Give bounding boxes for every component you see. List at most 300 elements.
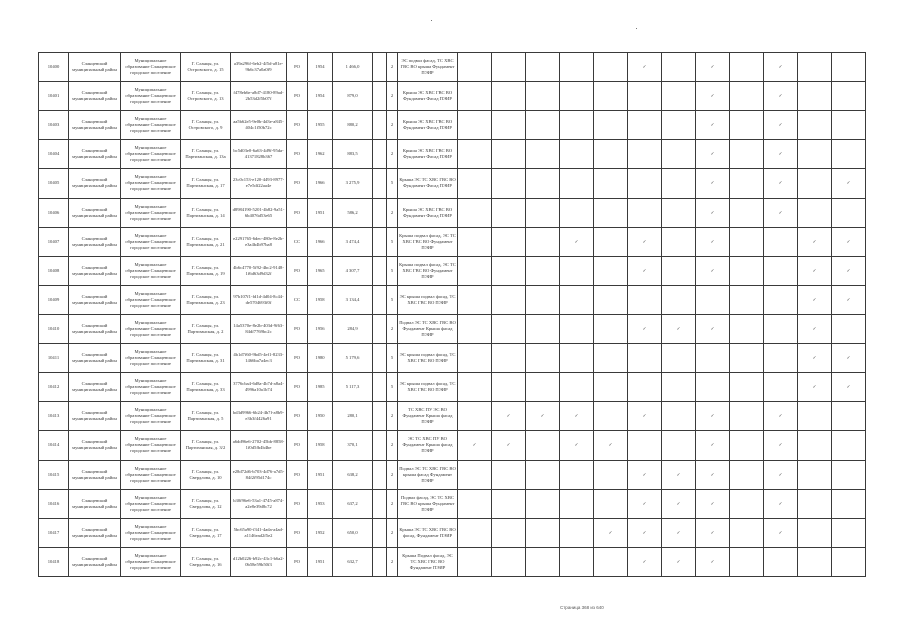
floors-cell: 5 [387,344,398,373]
row-number: 10413 [39,402,69,431]
empty-check-cell [628,82,662,111]
floors-cell: 2 [387,489,398,518]
empty-check-cell [730,82,764,111]
empty-check-cell [730,111,764,140]
address-cell: Г. Сланцы, ул. Партизанская, д. 14 [181,198,231,227]
checkmark-icon: ✓ [696,402,730,431]
address-cell: Г. Сланцы, ул. Свердлова, д. 10 [181,460,231,489]
empty-check-cell [458,53,492,82]
address-cell: Г. Сланцы, ул. Партизанская, д. 2 [181,314,231,343]
checkmark-icon: ✓ [764,53,798,82]
empty-check-cell [662,256,696,285]
checkmark-icon: ✓ [662,547,696,576]
floors-cell: 2 [387,402,398,431]
wall-type-cell: PO [287,460,308,489]
works-list-cell: Крыша подвал фасад, ЭС ТС ХВС ГВС ВО Фундамент ПЭИР [398,227,458,256]
empty-check-cell [594,489,628,518]
address-cell: Г. Сланцы, ул. Островского, д. 13 [181,82,231,111]
floors-cell: 2 [387,518,398,547]
empty-check-cell [730,198,764,227]
checkmark-icon: ✓ [832,227,866,256]
works-list-cell: Крыша ЭС ТС ХВС ГВС ВО фасад, Фундамент ПЭИР [398,518,458,547]
empty-check-cell [730,431,764,460]
empty-check-cell [594,227,628,256]
checkmark-icon: ✓ [696,314,730,343]
house-code-cell: e2291765-6dec-480e-8e2b-e3a4b4b97ba8 [231,227,287,256]
table-row [39,256,866,285]
empty-cell [373,460,387,489]
works-list-cell: ЭС подвал фасад, ТС ХВС ГВС ВО крыша Фундамент ПЭИР [398,53,458,82]
empty-check-cell [832,111,866,140]
empty-check-cell [492,314,526,343]
empty-check-cell [458,460,492,489]
empty-check-cell [730,169,764,198]
area-cell: 5 179,6 [333,344,373,373]
address-cell: Г. Сланцы, ул. Партизанская, д. 19 [181,256,231,285]
district-cell: Сланцевский муниципальный район [69,402,121,431]
area-cell: 3 134,4 [333,285,373,314]
empty-check-cell [696,285,730,314]
year-built-cell: 1950 [308,402,333,431]
empty-check-cell [832,53,866,82]
area-cell: 3 275,9 [333,169,373,198]
area-cell: 879,0 [333,82,373,111]
area-cell: 586,2 [333,198,373,227]
wall-type-cell: PO [287,82,308,111]
checkmark-icon: ✓ [764,518,798,547]
checkmark-icon: ✓ [798,344,832,373]
empty-cell [373,198,387,227]
works-list-cell: ЭС ТС ХВС ПУ ВО Фундамент Крыша фасад ПЭИР [398,431,458,460]
empty-check-cell [458,344,492,373]
empty-check-cell [492,227,526,256]
checkmark-icon: ✓ [628,547,662,576]
empty-check-cell [526,198,560,227]
empty-check-cell [696,373,730,402]
empty-check-cell [526,169,560,198]
empty-check-cell [730,53,764,82]
checkmark-icon: ✓ [696,431,730,460]
empty-check-cell [492,460,526,489]
row-number: 10416 [39,489,69,518]
checkmark-icon: ✓ [696,169,730,198]
wall-type-cell: PO [287,111,308,140]
row-number: 10404 [39,140,69,169]
empty-check-cell [492,285,526,314]
empty-check-cell [560,314,594,343]
works-list-cell: ЭС крыша подвал фасад, ТС ХВС ГВС ВО ПЭИР [398,285,458,314]
row-number: 10408 [39,256,69,285]
floors-cell: 2 [387,314,398,343]
address-cell: Г. Сланцы, ул. Партизанская, д. 3/2 [181,431,231,460]
checkmark-icon: ✓ [764,82,798,111]
checkmark-icon: ✓ [832,256,866,285]
checkmark-icon: ✓ [696,489,730,518]
floors-cell: 2 [387,111,398,140]
empty-check-cell [594,82,628,111]
checkmark-icon: ✓ [458,431,492,460]
table-row [39,198,866,227]
empty-check-cell [560,53,594,82]
floors-cell: 5 [387,256,398,285]
empty-check-cell [832,518,866,547]
house-code-cell: a39a296f-6eb2-4f5d-a81e-9b6c37a0a0f9 [231,53,287,82]
checkmark-icon: ✓ [696,256,730,285]
house-code-cell: 4b6c4770-5f92-4bc2-9148-1f6d63d9d32f [231,256,287,285]
empty-check-cell [560,82,594,111]
table-row [39,518,866,547]
checkmark-icon: ✓ [832,344,866,373]
district-cell: Сланцевский муниципальный район [69,111,121,140]
empty-check-cell [764,314,798,343]
empty-check-cell [492,256,526,285]
empty-check-cell [730,314,764,343]
empty-check-cell [458,82,492,111]
empty-check-cell [730,373,764,402]
row-number: 10400 [39,53,69,82]
works-list-cell: Подвал фасад, ЭС ТС ХВС ГВС ВО крыша Фундамент ПЭИР [398,489,458,518]
empty-check-cell [764,256,798,285]
empty-check-cell [458,198,492,227]
empty-check-cell [526,111,560,140]
empty-cell [373,431,387,460]
empty-cell [373,344,387,373]
empty-check-cell [662,431,696,460]
row-number: 10406 [39,198,69,227]
empty-check-cell [662,140,696,169]
empty-check-cell [798,431,832,460]
empty-check-cell [832,431,866,460]
empty-check-cell [458,111,492,140]
empty-check-cell [730,460,764,489]
checkmark-icon: ✓ [492,431,526,460]
address-cell: Г. Сланцы, ул. Партизанская, д. 33 [181,373,231,402]
house-code-cell: 3776cba4-6d8a-4b7d-a8a4-4996a10a1b74 [231,373,287,402]
checkmark-icon: ✓ [594,518,628,547]
district-cell: Сланцевский муниципальный район [69,344,121,373]
empty-check-cell [526,460,560,489]
checkmark-icon: ✓ [526,402,560,431]
empty-check-cell [832,402,866,431]
house-code-cell: 5bc65a90-f341-4ada-a4ad-a1146ead2f5e2 [231,518,287,547]
table-row [39,82,866,111]
row-number: 10414 [39,431,69,460]
address-cell: Г. Сланцы, ул. Свердлова, д. 16 [181,547,231,576]
area-cell: 5 117,3 [333,373,373,402]
empty-check-cell [560,198,594,227]
floors-cell: 2 [387,140,398,169]
row-number: 10410 [39,314,69,343]
owner-cell: Муниципальное образование Сланцевское городское поселение [121,344,181,373]
scan-dot [636,28,637,29]
year-built-cell: 1962 [308,140,333,169]
empty-check-cell [594,198,628,227]
empty-check-cell [594,460,628,489]
checkmark-icon: ✓ [798,314,832,343]
checkmark-icon: ✓ [764,402,798,431]
table-row [39,111,866,140]
table-row [39,547,866,576]
empty-check-cell [798,460,832,489]
empty-check-cell [526,82,560,111]
empty-check-cell [492,373,526,402]
checkmark-icon: ✓ [764,489,798,518]
empty-cell [373,285,387,314]
checkmark-icon: ✓ [832,373,866,402]
empty-check-cell [526,344,560,373]
empty-check-cell [594,402,628,431]
checkmark-icon: ✓ [628,460,662,489]
empty-check-cell [798,198,832,227]
wall-type-cell: PO [287,373,308,402]
empty-check-cell [560,373,594,402]
wall-type-cell: CC [287,285,308,314]
empty-check-cell [798,169,832,198]
empty-check-cell [662,373,696,402]
empty-check-cell [526,285,560,314]
empty-check-cell [458,256,492,285]
checkmark-icon: ✓ [764,431,798,460]
empty-check-cell [492,518,526,547]
checkmark-icon: ✓ [628,314,662,343]
empty-check-cell [662,169,696,198]
empty-cell [373,314,387,343]
checkmark-icon: ✓ [764,111,798,140]
empty-cell [373,489,387,518]
checkmark-icon: ✓ [662,460,696,489]
owner-cell: Муниципальное образование Сланцевское городское поселение [121,140,181,169]
address-cell: Г. Сланцы, ул. Партизанская, д. 5 [181,402,231,431]
address-cell: Г. Сланцы, ул. Партизанская, д. 13а [181,140,231,169]
year-built-cell: 1951 [308,198,333,227]
checkmark-icon: ✓ [832,285,866,314]
checkmark-icon: ✓ [696,140,730,169]
owner-cell: Муниципальное образование Сланцевское городское поселение [121,314,181,343]
empty-check-cell [526,314,560,343]
address-cell: Г. Сланцы, ул. Партизанская, д. 23 [181,285,231,314]
empty-check-cell [730,489,764,518]
empty-check-cell [458,547,492,576]
empty-check-cell [458,489,492,518]
empty-check-cell [560,547,594,576]
year-built-cell: 1966 [308,227,333,256]
owner-cell: Муниципальное образование Сланцевское городское поселение [121,53,181,82]
empty-check-cell [662,285,696,314]
empty-check-cell [458,227,492,256]
floors-cell: 2 [387,82,398,111]
empty-check-cell [662,82,696,111]
table-row [39,402,866,431]
year-built-cell: 1955 [308,111,333,140]
owner-cell: Муниципальное образование Сланцевское городское поселение [121,402,181,431]
checkmark-icon: ✓ [696,547,730,576]
house-code-cell: f478eb6e-a8d7-4180-89ad-2b53d2f5b07f [231,82,287,111]
empty-check-cell [492,198,526,227]
empty-check-cell [594,373,628,402]
address-cell: Г. Сланцы, ул. Партизанская, д. 17 [181,169,231,198]
empty-check-cell [526,518,560,547]
checkmark-icon: ✓ [628,402,662,431]
empty-check-cell [594,285,628,314]
empty-check-cell [730,140,764,169]
area-cell: 650,0 [333,518,373,547]
empty-check-cell [696,344,730,373]
area-cell: 284,9 [333,314,373,343]
year-built-cell: 1951 [308,460,333,489]
house-code-cell: 4b1d7f60-9bd5-4ef1-8233-1466ba7a4ec3 [231,344,287,373]
empty-check-cell [798,140,832,169]
floors-cell: 5 [387,373,398,402]
floors-cell: 5 [387,169,398,198]
table-row [39,169,866,198]
empty-check-cell [492,140,526,169]
empty-check-cell [594,344,628,373]
year-built-cell: 1951 [308,547,333,576]
year-built-cell: 1958 [308,285,333,314]
area-cell: 883,5 [333,140,373,169]
wall-type-cell: PO [287,518,308,547]
checkmark-icon: ✓ [492,402,526,431]
empty-cell [373,402,387,431]
row-number: 10403 [39,111,69,140]
empty-check-cell [526,373,560,402]
empty-check-cell [798,82,832,111]
wall-type-cell: PO [287,53,308,82]
table-row [39,489,866,518]
checkmark-icon: ✓ [662,489,696,518]
district-cell: Сланцевский муниципальный район [69,460,121,489]
house-code-cell: d12b0226-b92c-43c1-b6a2-0b58e59b50f3 [231,547,287,576]
empty-check-cell [832,314,866,343]
empty-check-cell [764,373,798,402]
owner-cell: Муниципальное образование Сланцевское городское поселение [121,256,181,285]
empty-check-cell [730,227,764,256]
checkmark-icon: ✓ [628,518,662,547]
year-built-cell: 1958 [308,431,333,460]
empty-check-cell [764,285,798,314]
empty-check-cell [764,547,798,576]
empty-check-cell [560,518,594,547]
district-cell: Сланцевский муниципальный район [69,285,121,314]
checkmark-icon: ✓ [798,373,832,402]
empty-check-cell [730,547,764,576]
checkmark-icon: ✓ [628,53,662,82]
floors-cell: 2 [387,198,398,227]
empty-check-cell [560,489,594,518]
empty-check-cell [798,402,832,431]
empty-check-cell [730,402,764,431]
works-list-cell: ЭС крыша подвал фасад, ТС ХВС ГВС ВО ПЭИР [398,373,458,402]
works-list-cell: Крыша ЭС ХВС ГВС ВО Фундамент Фасад ПЭИР [398,111,458,140]
empty-check-cell [730,285,764,314]
house-code-cell: a6dd96e6-2702-45bb-8858-1f0d5fb4b4be [231,431,287,460]
district-cell: Сланцевский муниципальный район [69,227,121,256]
row-number: 10409 [39,285,69,314]
works-list-cell: Крыша подвал фасад, ЭС ТС ХВС ГВС ВО Фундамент ПЭИР [398,256,458,285]
district-cell: Сланцевский муниципальный район [69,518,121,547]
row-number: 10415 [39,460,69,489]
address-cell: Г. Сланцы, ул. Свердлова, д. 17 [181,518,231,547]
empty-check-cell [526,547,560,576]
checkmark-icon: ✓ [628,489,662,518]
works-list-cell: Подвал ЭС ТС ХВС ГВС ВО крыша фасад Фундамент ПЭИР [398,460,458,489]
works-list-cell: ТС ХВС ПУ ЭС ВО Фундамент Крыша фасад ПЭИР [398,402,458,431]
wall-type-cell: PO [287,256,308,285]
area-cell: 3 474,4 [333,227,373,256]
checkmark-icon: ✓ [560,431,594,460]
empty-check-cell [764,344,798,373]
empty-check-cell [458,373,492,402]
checkmark-icon: ✓ [764,460,798,489]
row-number: 10411 [39,344,69,373]
district-cell: Сланцевский муниципальный район [69,140,121,169]
year-built-cell: 1954 [308,53,333,82]
empty-check-cell [628,198,662,227]
district-cell: Сланцевский муниципальный район [69,314,121,343]
works-list-cell: Крыша ЭС ХВС ГВС ВО Фундамент Фасад ПЭИР [398,82,458,111]
empty-cell [373,256,387,285]
empty-check-cell [628,169,662,198]
empty-check-cell [560,285,594,314]
checkmark-icon: ✓ [594,431,628,460]
empty-check-cell [832,198,866,227]
owner-cell: Муниципальное образование Сланцевское городское поселение [121,285,181,314]
owner-cell: Муниципальное образование Сланцевское городское поселение [121,489,181,518]
checkmark-icon: ✓ [662,314,696,343]
housing-register-table [38,52,866,577]
scan-dot [431,20,432,21]
works-list-cell: Крыша Подвал фасад, ЭС ТС ХВС ГВС ВО Фундамент ПЭИР [398,547,458,576]
wall-type-cell: PO [287,140,308,169]
row-number: 10405 [39,169,69,198]
floors-cell: 2 [387,53,398,82]
empty-check-cell [458,518,492,547]
house-code-cell: d8984190-5201-4b82-9a51-6b4076d53e65 [231,198,287,227]
checkmark-icon: ✓ [764,169,798,198]
empty-check-cell [594,140,628,169]
empty-check-cell [832,460,866,489]
empty-check-cell [594,314,628,343]
owner-cell: Муниципальное образование Сланцевское городское поселение [121,227,181,256]
table-row [39,53,866,82]
works-list-cell: ЭС крыша подвал фасад, ТС ХВС ГВС ВО ПЭИР [398,344,458,373]
table-row [39,344,866,373]
year-built-cell: 1966 [308,169,333,198]
owner-cell: Муниципальное образование Сланцевское городское поселение [121,460,181,489]
area-cell: 1 466,0 [333,53,373,82]
empty-check-cell [798,547,832,576]
empty-cell [373,140,387,169]
table-row [39,314,866,343]
district-cell: Сланцевский муниципальный район [69,431,121,460]
checkmark-icon: ✓ [696,227,730,256]
empty-check-cell [492,53,526,82]
wall-type-cell: PO [287,547,308,576]
empty-check-cell [594,547,628,576]
empty-cell [373,82,387,111]
wall-type-cell: PO [287,344,308,373]
empty-check-cell [798,53,832,82]
year-built-cell: 1954 [308,82,333,111]
empty-check-cell [526,489,560,518]
wall-type-cell: PO [287,431,308,460]
empty-check-cell [526,53,560,82]
district-cell: Сланцевский муниципальный район [69,169,121,198]
floors-cell: 2 [387,431,398,460]
table-row [39,285,866,314]
empty-cell [373,547,387,576]
checkmark-icon: ✓ [560,227,594,256]
